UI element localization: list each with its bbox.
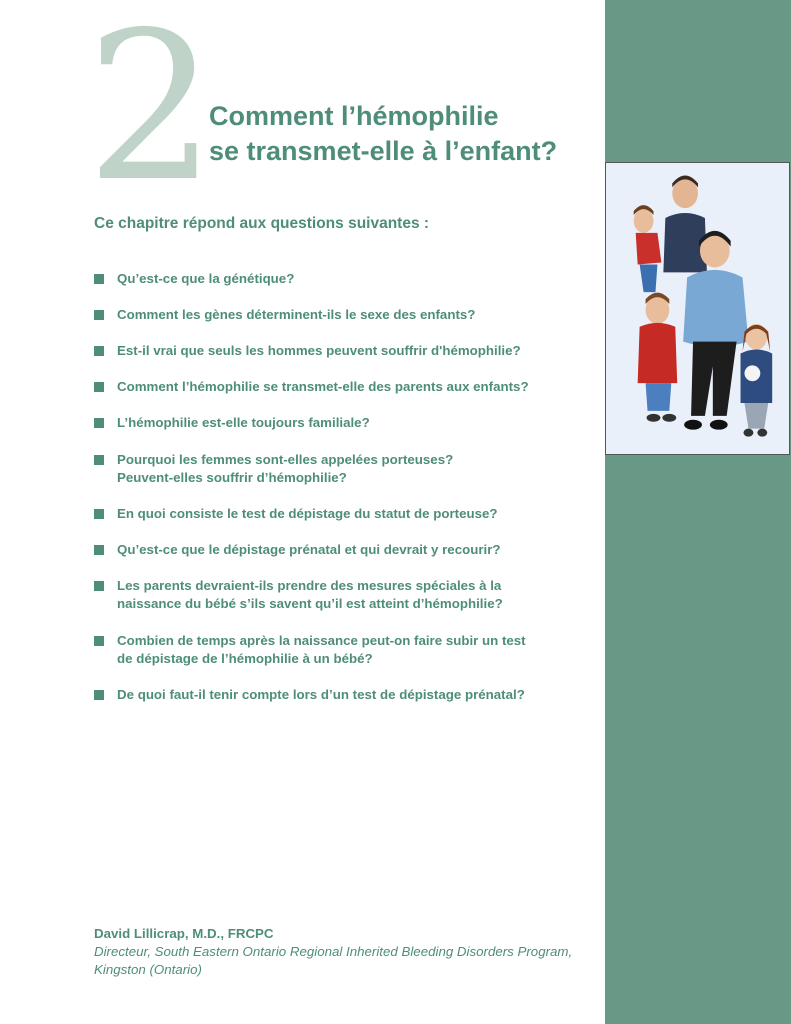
question-line1: Qu’est-ce que le dépistage prénatal et qui devrait y recourir? [117, 542, 501, 557]
square-bullet-icon [94, 690, 104, 700]
square-bullet-icon [94, 346, 104, 356]
question-text [117, 505, 498, 523]
question-text [117, 632, 526, 668]
question-line1: L’hémophilie est-elle toujours familiale? [117, 415, 370, 430]
square-bullet-icon [94, 274, 104, 284]
question-line1: Comment l’hémophilie se transmet-elle des parents aux enfants? [117, 379, 529, 394]
question-line1: De quoi faut-il tenir compte lors d’un test de dépistage prénatal? [117, 687, 525, 702]
question-line1: Est-il vrai que seuls les hommes peuvent souffrir d'hémophilie? [117, 343, 521, 358]
sidebar-band [605, 0, 791, 1024]
question-line2: Peuvent-elles souffrir d’hémophilie? [117, 470, 347, 485]
question-text [117, 342, 521, 360]
question-line1: En quoi consiste le test de dépistage du statut de porteuse? [117, 506, 498, 521]
square-bullet-icon [94, 418, 104, 428]
chapter-title-line1: Comment l’hémophilie [209, 101, 499, 131]
question-text [117, 686, 525, 704]
chapter-title-line2: se transmet-elle à l’enfant? [209, 136, 558, 166]
square-bullet-icon [94, 509, 104, 519]
author-role-line2: Kingston (Ontario) [94, 962, 202, 977]
question-text [117, 378, 529, 396]
question-text [117, 541, 501, 559]
square-bullet-icon [94, 310, 104, 320]
author-role-line1: Directeur, South Eastern Ontario Regional Inherited Bleeding Disorders Program, [94, 944, 573, 959]
chapter-number: 2 [86, 0, 217, 227]
question-line1: Qu’est-ce que la génétique? [117, 271, 295, 286]
question-line1: Les parents devraient-ils prendre des mesures spéciales à la [117, 578, 502, 593]
chapter-title [209, 99, 557, 169]
question-line1: Comment les gènes déterminent-ils le sexe des enfants? [117, 307, 476, 322]
question-text [117, 270, 294, 288]
author-block [94, 925, 572, 979]
question-text [117, 451, 453, 487]
family-photo [605, 162, 790, 455]
intro-heading: Ce chapitre répond aux questions suivantes : [94, 215, 430, 232]
square-bullet-icon [94, 455, 104, 465]
square-bullet-icon [94, 382, 104, 392]
square-bullet-icon [94, 545, 104, 555]
question-line2: naissance du bébé s’ils savent qu’il est atteint d’hémophilie? [117, 596, 503, 611]
question-text [117, 306, 475, 324]
question-line2: de dépistage de l’hémophilie à un bébé? [117, 651, 373, 666]
question-line1: Combien de temps après la naissance peut-on faire subir un test [117, 633, 526, 648]
question-line1: Pourquoi les femmes sont-elles appelées porteuses? [117, 452, 454, 467]
square-bullet-icon [94, 581, 104, 591]
square-bullet-icon [94, 636, 104, 646]
author-name: David Lillicrap, M.D., FRCPC [94, 926, 274, 941]
question-text [117, 577, 503, 613]
question-text [117, 414, 370, 432]
